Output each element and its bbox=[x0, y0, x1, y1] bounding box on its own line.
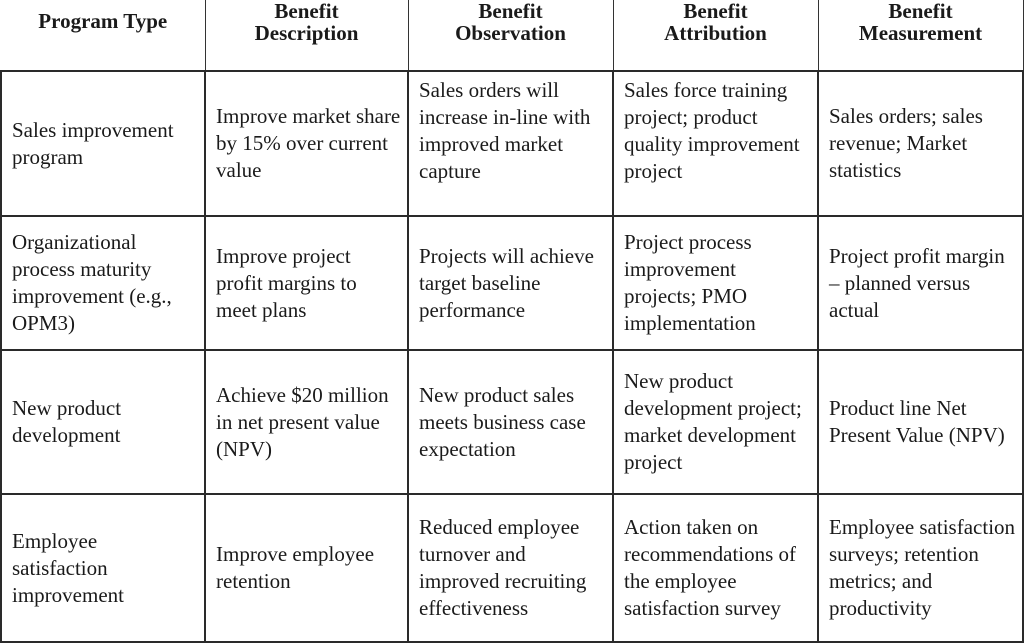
cell-observation bbox=[408, 216, 613, 350]
cell-text: Improve market share by 15% over current value bbox=[216, 104, 401, 182]
cell-text: New product sales meets business case expectation bbox=[419, 382, 586, 461]
cell-text: Project profit margin – planned versus actual bbox=[829, 243, 1005, 322]
cell-text: Employee satisfaction surveys; retention metrics; and productivity bbox=[829, 515, 1016, 620]
cell-program-type bbox=[1, 216, 205, 350]
cell-program-type bbox=[1, 494, 205, 642]
cell-attribution bbox=[613, 216, 818, 350]
cell-description bbox=[205, 216, 408, 350]
cell-program-type bbox=[1, 350, 205, 494]
table-body bbox=[1, 71, 1023, 642]
cell-text: Organizational process maturity improvement (e.g., OPM3) bbox=[12, 230, 172, 335]
cell-text: Product line Net Present Value (NPV) bbox=[829, 396, 1005, 447]
cell-text: Improve project profit margins to meet plans bbox=[216, 243, 357, 322]
cell-measurement bbox=[818, 216, 1023, 350]
header-benefit-description bbox=[205, 0, 408, 71]
table-row bbox=[1, 494, 1023, 642]
table-row bbox=[1, 350, 1023, 494]
cell-measurement bbox=[818, 350, 1023, 494]
header-line-1: Benefit bbox=[274, 0, 339, 23]
header-line-2: Description bbox=[254, 21, 359, 45]
cell-text: Projects will achieve target baseline performance bbox=[419, 243, 594, 322]
header-row bbox=[1, 0, 1023, 71]
cell-text: Project process improvement projects; PMO implementation bbox=[624, 230, 756, 335]
cell-description bbox=[205, 494, 408, 642]
table-row bbox=[1, 71, 1023, 216]
cell-text: Action taken on recommendations of the employee satisfaction survey bbox=[624, 515, 797, 620]
table-row bbox=[1, 216, 1023, 350]
cell-measurement bbox=[818, 71, 1023, 216]
cell-attribution bbox=[613, 350, 818, 494]
cell-observation bbox=[408, 494, 613, 642]
header-line-2: Measurement bbox=[858, 21, 983, 45]
cell-text: Sales orders will increase in-line with improved market capture bbox=[419, 78, 591, 183]
cell-description bbox=[205, 350, 408, 494]
cell-text: New product development bbox=[12, 396, 122, 447]
header-line-1: Benefit bbox=[888, 0, 953, 23]
cell-observation bbox=[408, 350, 613, 494]
header-program-type bbox=[1, 0, 205, 71]
cell-text: New product development project; market development project bbox=[624, 369, 802, 474]
header-benefit-measurement bbox=[818, 0, 1023, 71]
cell-measurement bbox=[818, 494, 1023, 642]
cell-text: Sales force training project; product quality improvement project bbox=[624, 78, 800, 183]
cell-text: Achieve $20 million in net present value (NPV) bbox=[216, 382, 389, 461]
cell-text: Sales improvement program bbox=[12, 117, 174, 169]
header-line-2: Attribution bbox=[664, 21, 767, 45]
header-benefit-attribution bbox=[613, 0, 818, 71]
cell-text: Employee satisfaction improvement bbox=[12, 528, 124, 607]
cell-text: Reduced employee turnover and improved recruiting effectiveness bbox=[419, 515, 587, 620]
cell-text: Improve employee retention bbox=[216, 542, 375, 593]
table-header bbox=[1, 0, 1023, 71]
header-program-type-text: Program Type bbox=[38, 9, 168, 33]
header-line-1: Benefit bbox=[683, 0, 748, 23]
cell-program-type bbox=[1, 71, 205, 216]
cell-description bbox=[205, 71, 408, 216]
header-benefit-observation bbox=[408, 0, 613, 71]
cell-attribution bbox=[613, 494, 818, 642]
cell-text: Sales orders; sales revenue; Market statistics bbox=[829, 104, 983, 182]
header-line-1: Benefit bbox=[478, 0, 543, 23]
cell-observation bbox=[408, 71, 613, 216]
cell-attribution bbox=[613, 71, 818, 216]
header-line-2: Observation bbox=[455, 21, 566, 45]
